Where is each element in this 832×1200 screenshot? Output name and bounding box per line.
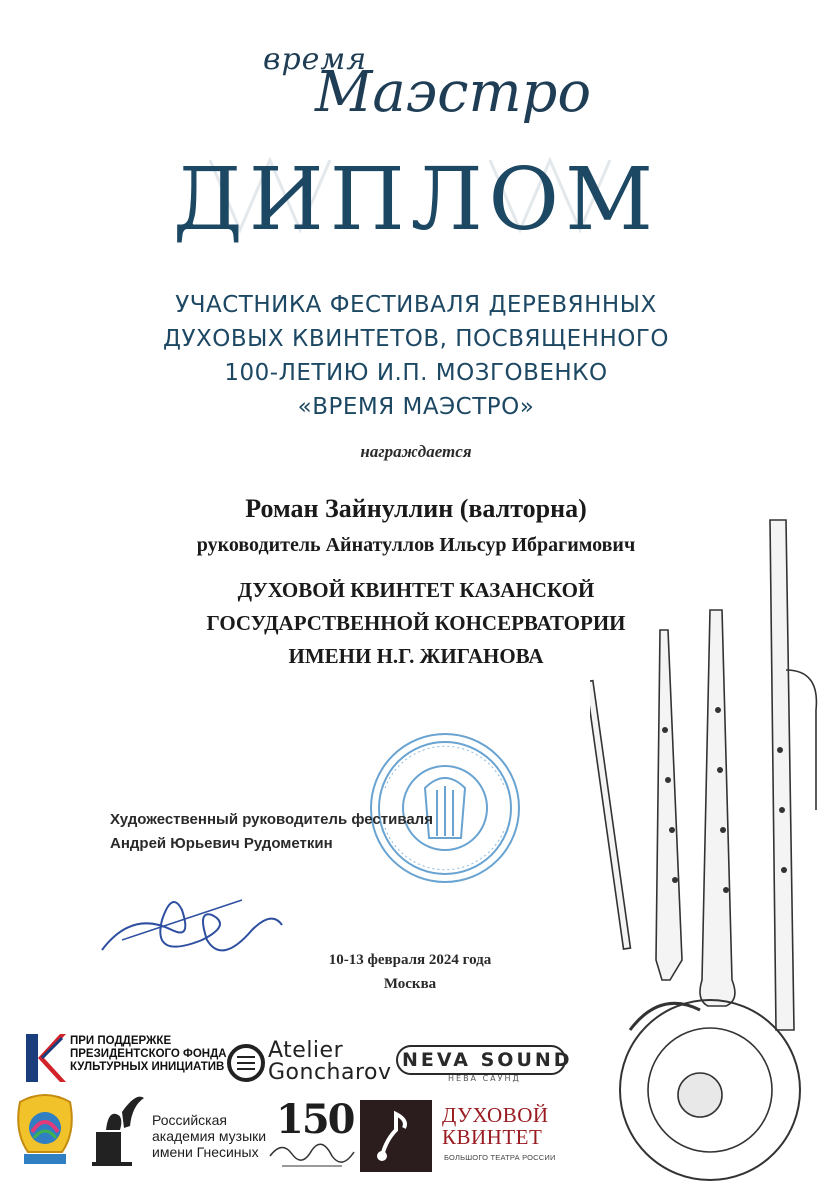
pfki-logo-icon (22, 1030, 66, 1086)
director-name: Андрей Юрьевич Рудометкин (110, 835, 333, 852)
bolshoi-quintet-title (442, 1104, 549, 1148)
logo-line2: Маэстро (315, 60, 592, 125)
subtitle-line: ДУХОВЫХ КВИНТЕТОВ, ПОСВЯЩЕННОГО (163, 326, 669, 352)
pfki-line: КУЛЬТУРНЫХ ИНИЦИАТИВ (70, 1061, 225, 1073)
gnesin-line: академия музыки (152, 1128, 267, 1144)
festival-lyre-logo-icon (10, 1092, 80, 1174)
awarded-label: награждается (360, 442, 472, 461)
ensemble-line: ИМЕНИ Н.Г. ЖИГАНОВА (288, 644, 544, 668)
gnesin-academy-name (152, 1112, 266, 1160)
atelier-goncharov-logo (268, 1040, 392, 1084)
bolshoi-quintet-sub: БОЛЬШОГО ТЕАТРА РОССИИ (444, 1153, 556, 1162)
supervisor-name: руководитель Айнатуллов Ильсур Ибрагимович (196, 534, 636, 556)
ensemble-line: ДУХОВОЙ КВИНТЕТ КАЗАНСКОЙ (237, 578, 595, 602)
atelier-line: Atelier (268, 1038, 344, 1063)
gnesin-line: имени Гнесиных (152, 1144, 259, 1160)
recipient-name: Роман Зайнуллин (валторна) (245, 494, 587, 523)
director-role: Художественный руководитель фестиваля (110, 811, 433, 828)
logo-line1: время (263, 42, 368, 77)
event-info (300, 948, 520, 996)
anniversary-number: 150 (276, 1096, 354, 1143)
wind-instruments-illustration (590, 510, 832, 1200)
gnesin-academy-logo-icon (86, 1092, 146, 1172)
pfki-line: ПРИ ПОДДЕРЖКЕ (70, 1035, 172, 1047)
pfki-line: ПРЕЗИДЕНТСКОГО ФОНДА (70, 1048, 227, 1060)
bolshoi-title-line: ДУХОВОЙ (442, 1103, 549, 1127)
atelier-logo-icon (226, 1043, 266, 1083)
atelier-line: Goncharov (268, 1060, 392, 1085)
bolshoi-title-line: КВИНТЕТ (442, 1125, 543, 1149)
diploma-subtitle (0, 288, 832, 424)
event-city: Москва (383, 976, 437, 992)
festival-director (110, 808, 433, 856)
neva-sound-sub: НЕВА САУНД (448, 1074, 521, 1083)
diploma-title: ДИПЛОМ (172, 150, 660, 250)
subtitle-line: 100-ЛЕТИЮ И.П. МОЗГОВЕНКО (224, 360, 608, 386)
ensemble-line: ГОСУДАРСТВЕННОЙ КОНСЕРВАТОРИИ (206, 611, 626, 635)
gnesin-line: Российская (152, 1112, 227, 1128)
anniversary-script-icon (262, 1136, 362, 1176)
subtitle-line: «ВРЕМЯ МАЭСТРО» (297, 394, 535, 420)
bolshoi-quintet-logo-icon (360, 1100, 432, 1172)
pfki-text (70, 1035, 227, 1074)
neva-sound-name: NEVA SOUND (402, 1049, 573, 1071)
festival-logo (255, 30, 595, 130)
subtitle-line: УЧАСТНИКА ФЕСТИВАЛЯ ДЕРЕВЯННЫХ (175, 292, 657, 318)
event-dates: 10-13 февраля 2024 года (328, 952, 492, 968)
director-signature (92, 870, 292, 970)
